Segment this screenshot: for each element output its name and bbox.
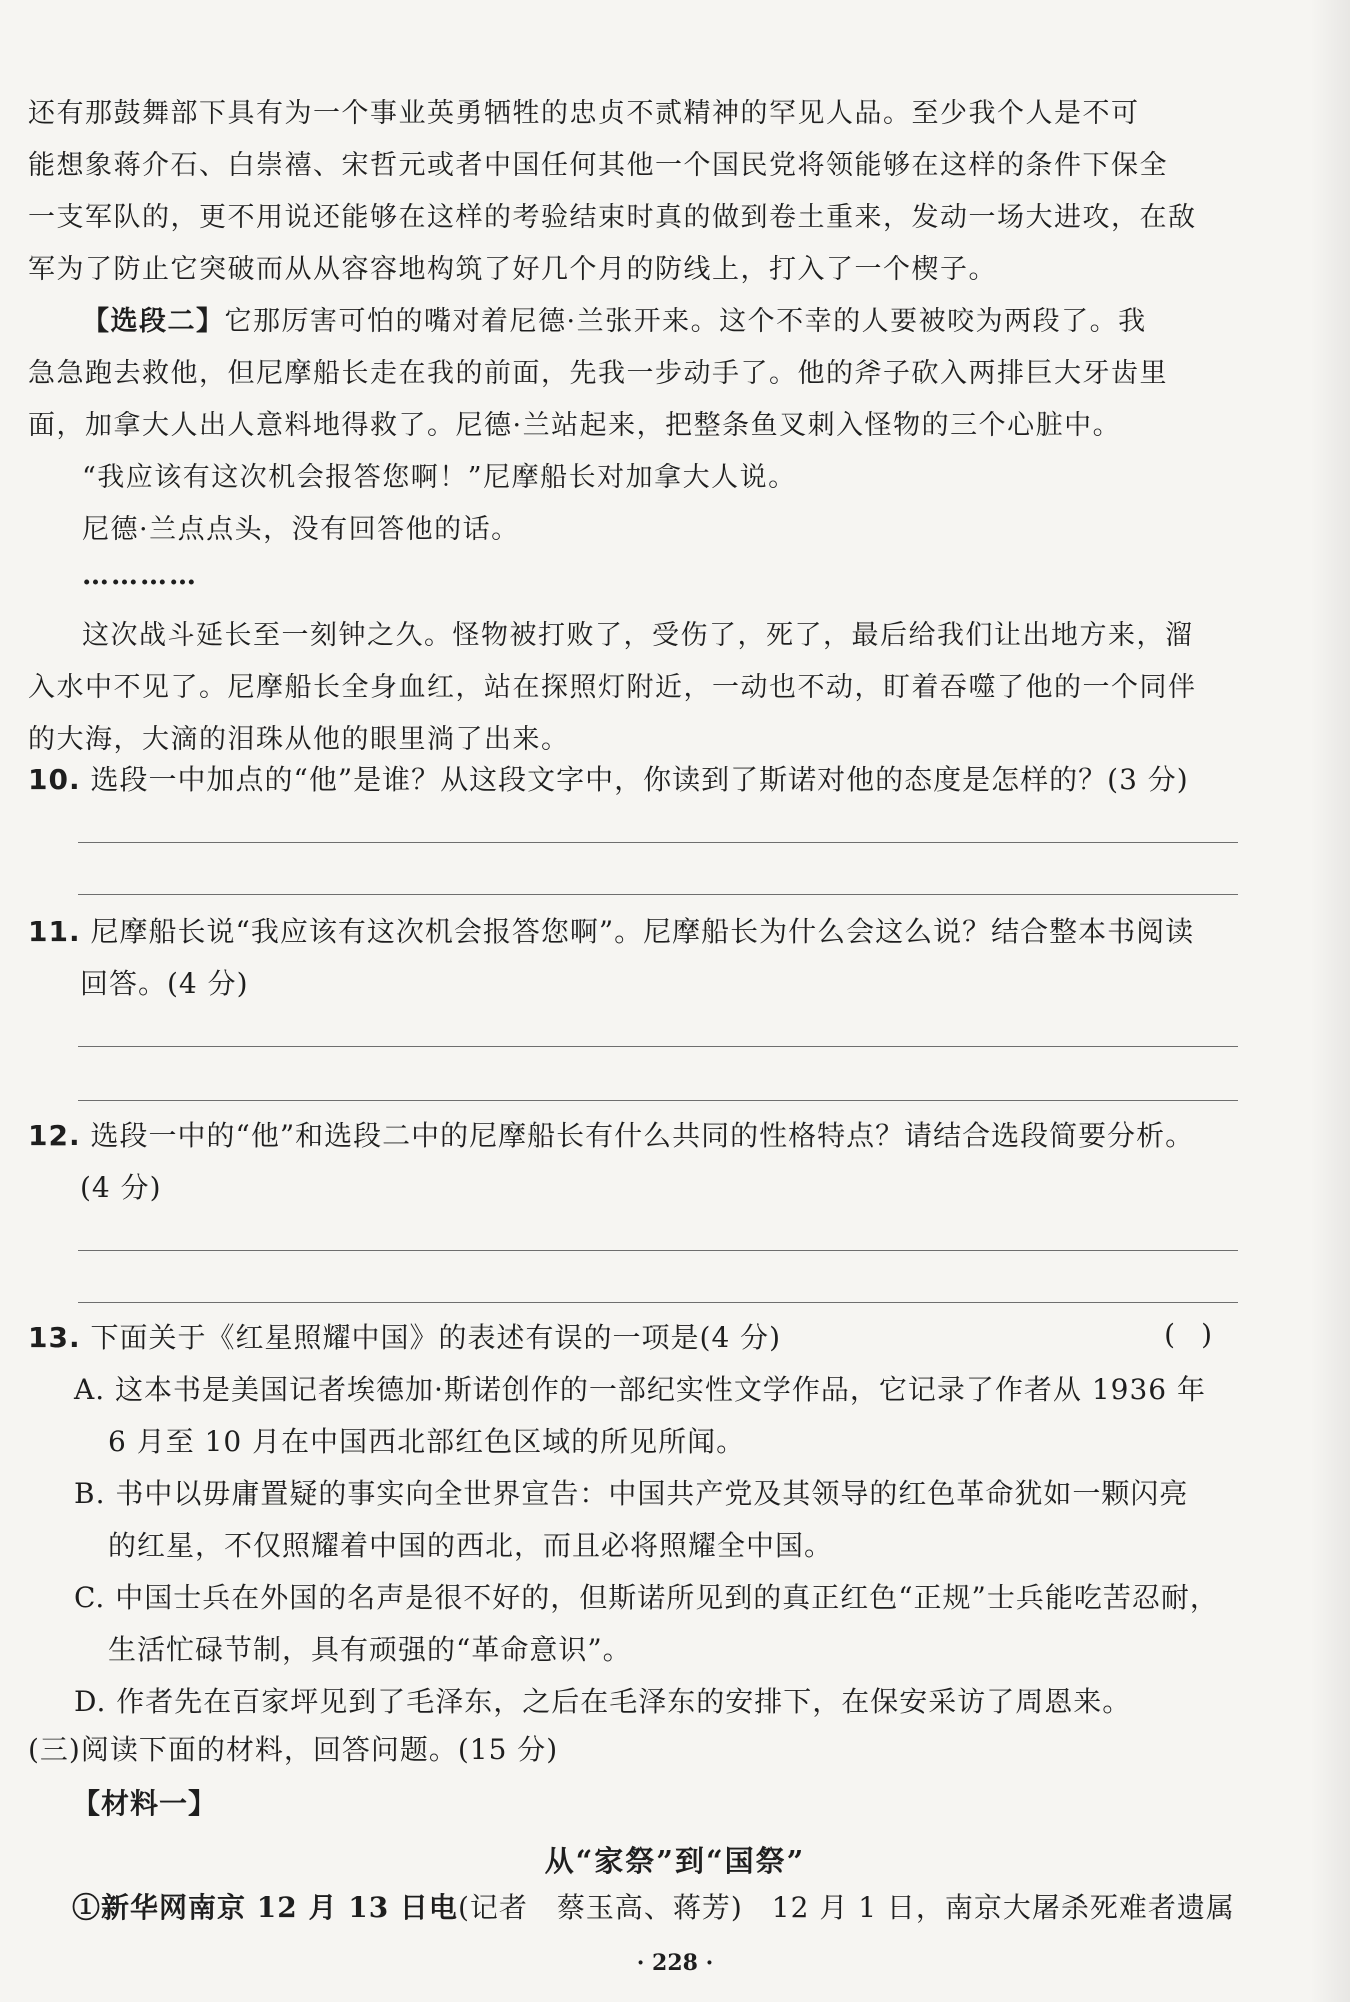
question-text: (4 分) [80, 1171, 162, 1204]
text-line: 能想象蒋介石、白崇禧、宋哲元或者中国任何其他一个国民党将领能够在这样的条件下保全 [28, 150, 1168, 181]
article-first-line [28, 1882, 1282, 1934]
question-text: 选段一中加点的“他”是谁？从这段文字中，你读到了斯诺对他的态度是怎样的？(3 分) [90, 763, 1189, 796]
dateline-rest: (记者 蔡玉高、蒋芳) 12 月 1 日，南京大屠杀死难者遗属 [457, 1891, 1235, 1924]
excerpt-two-label: 【选段二】 [82, 306, 225, 337]
answer-line[interactable] [78, 1046, 1238, 1047]
option-b-cont: 的红星，不仅照耀着中国的西北，而且必将照耀全中国。 [108, 1529, 834, 1562]
question-number: 11. [28, 915, 81, 948]
text-line: “我应该有这次机会报答您啊！”尼摩船长对加拿大人说。 [82, 462, 797, 493]
answer-line[interactable] [78, 1250, 1238, 1251]
question-13-options [28, 1364, 1238, 1728]
ellipsis: ………… [82, 560, 198, 591]
answer-line[interactable] [78, 1100, 1238, 1101]
text-line: 面，加拿大人出人意料地得救了。尼德·兰站起来，把整条鱼叉刺入怪物的三个心脏中。 [28, 410, 1122, 441]
question-10 [28, 754, 1238, 806]
material-label: 【材料一】 [72, 1787, 218, 1820]
text-line: 的大海，大滴的泪珠从他的眼里淌了出来。 [28, 724, 570, 755]
text-line: 军为了防止它突破而从从容容地构筑了好几个月的防线上，打入了一个楔子。 [28, 254, 997, 285]
page-number: · 228 · [636, 1950, 714, 1976]
question-number: 12. [28, 1119, 81, 1152]
option-a-cont: 6 月至 10 月在中国西北部红色区域的所见所闻。 [108, 1425, 746, 1458]
text-line: 【选段二】它那厉害可怕的嘴对着尼德·兰张开来。这个不幸的人要被咬为两段了。我 [82, 306, 1147, 337]
text-line: 入水中不见了。尼摩船长全身血红，站在探照灯附近，一动也不动，盯着吞噬了他的一个同伴 [28, 672, 1197, 703]
question-13 [28, 1312, 1238, 1364]
option-d: D. 作者先在百家坪见到了毛泽东，之后在毛泽东的安排下，在保安采访了周恩来。 [74, 1685, 1132, 1718]
question-text: 下面关于《红星照耀中国》的表述有误的一项是(4 分) [90, 1321, 782, 1354]
text-line: 还有那鼓舞部下具有为一个事业英勇牺牲的忠贞不贰精神的罕见人品。至少我个人是不可 [28, 98, 1140, 129]
section-three-heading: (三)阅读下面的材料，回答问题。(15 分) [28, 1733, 559, 1766]
option-c: C. 中国士兵在外国的名声是很不好的，但斯诺所见到的真正红色“正规”士兵能吃苦忍耐， [74, 1581, 1219, 1614]
text-line: 一支军队的，更不用说还能够在这样的考验结束时真的做到卷土重来，发动一场大进攻，在敌 [28, 202, 1197, 233]
excerpt-two [28, 296, 1238, 766]
answer-line[interactable] [78, 1302, 1238, 1303]
question-text: 回答。(4 分) [80, 967, 249, 1000]
article-title: 从“家祭”到“国祭” [544, 1844, 806, 1878]
dateline: ①新华网南京 12 月 13 日电 [72, 1891, 458, 1924]
answer-bracket[interactable]: () [1164, 1318, 1238, 1351]
answer-line[interactable] [78, 894, 1238, 895]
question-12 [28, 1110, 1238, 1214]
answer-line[interactable] [78, 842, 1238, 843]
option-b: B. 书中以毋庸置疑的事实向全世界宣告：中国共产党及其领导的红色革命犹如一颗闪亮 [74, 1477, 1189, 1510]
option-c-cont: 生活忙碌节制，具有顽强的“革命意识”。 [108, 1633, 632, 1666]
text-line: 尼德·兰点点头，没有回答他的话。 [82, 514, 520, 545]
question-number: 10. [28, 763, 81, 796]
excerpt-one-tail [28, 88, 1238, 296]
question-11 [28, 906, 1238, 1010]
text-line: 急急跑去救他，但尼摩船长走在我的前面，先我一步动手了。他的斧子砍入两排巨大牙齿里 [28, 358, 1168, 389]
text-line: 这次战斗延长至一刻钟之久。怪物被打败了，受伤了，死了，最后给我们让出地方来，溜 [82, 620, 1194, 651]
question-text: 选段一中的“他”和选段二中的尼摩船长有什么共同的性格特点？请结合选段简要分析。 [90, 1119, 1195, 1152]
page-edge-shadow [1310, 0, 1350, 2002]
option-a: A. 这本书是美国记者埃德加·斯诺创作的一部纪实性文学作品，它记录了作者从 1936 年 [74, 1373, 1206, 1406]
question-number: 13. [28, 1321, 81, 1354]
question-text: 尼摩船长说“我应该有这次机会报答您啊”。尼摩船长为什么会这么说？结合整本书阅读 [90, 915, 1195, 948]
